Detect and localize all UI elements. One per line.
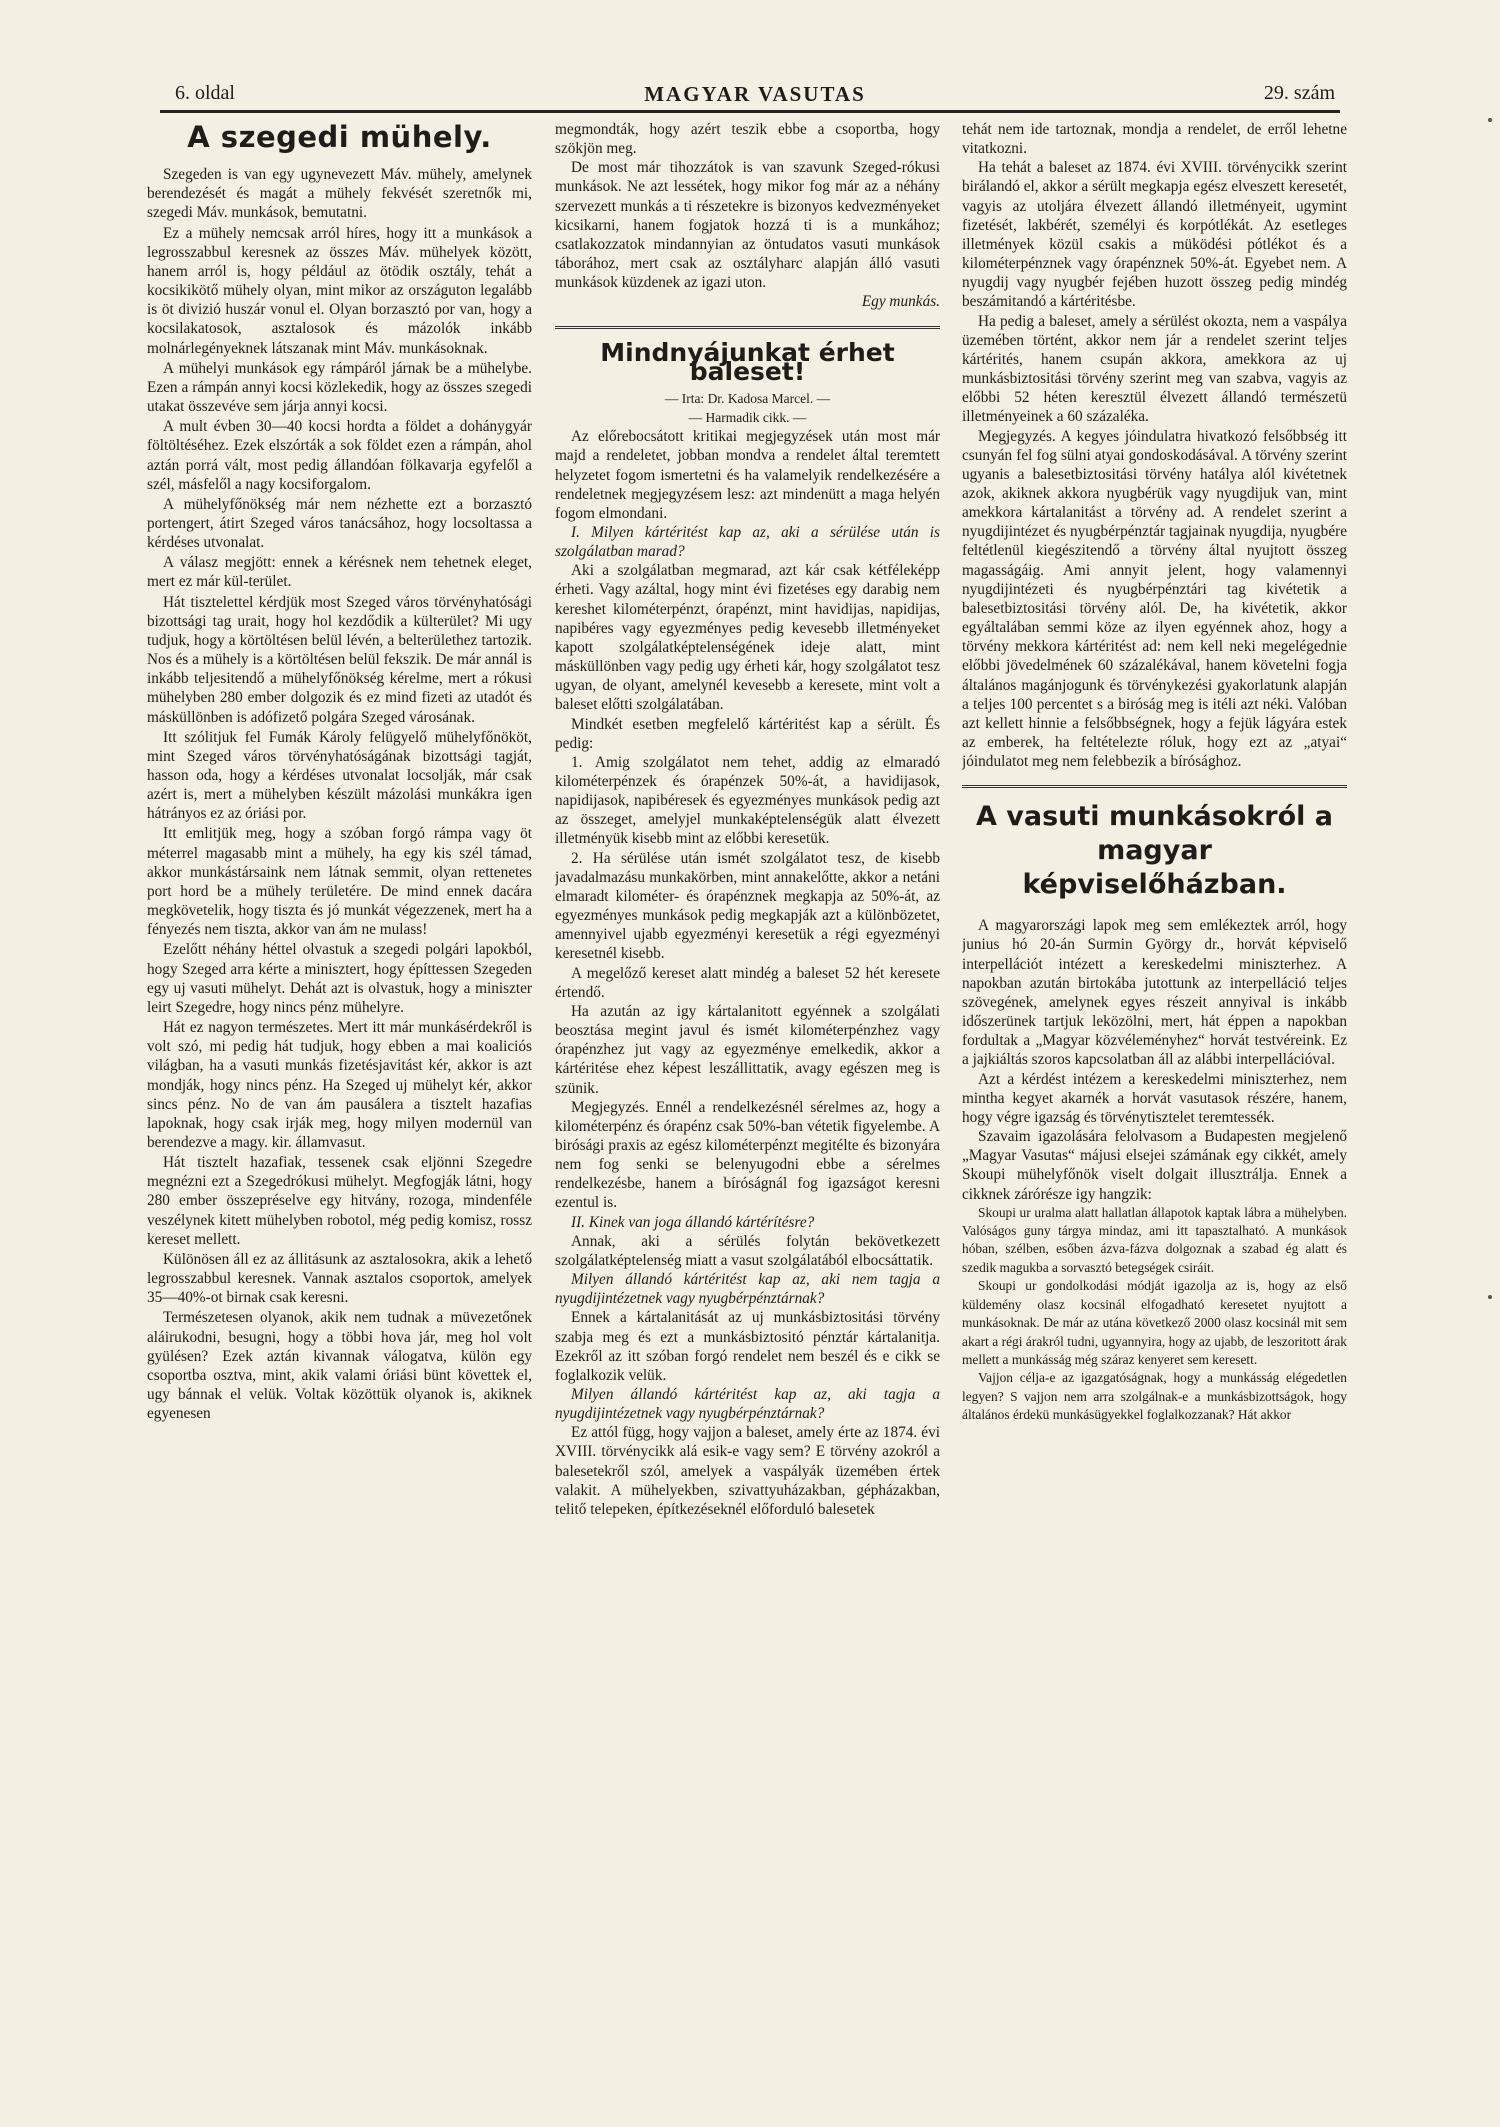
paragraph: A megelőző kereset alatt mindég a baleset 52 hét keresete értendő.: [555, 964, 940, 1001]
paragraph: Ez a mühely nemcsak arról híres, hogy itt a munkások a legrosszabbul keresnek az összes Máv. mühelyek között, hanem arról is, hogy például az ötödik osztály, tehát a kocsikikötő mühely olyan, mint mikor az országuton legalább is öt divizió huszár vonul el. Olyan borzasztó por van, hogy a kocsilakatosok, asztalosok és mázolók inkább molnárlegényeknek látszanak mint Máv. munkásoknak.: [147, 224, 532, 357]
quoted-paragraph: Skoupi ur uralma alatt hallatlan állapotok kaptak lábra a mühelyben. Valóságos guny tárgya mindaz, ami itt tapasztalható. A munkások hóban, szélben, esőben ázva-fázva dolgoznak a szabad ég alatt és szedik magukba a sorvasztó betegségek csiráit.: [962, 1204, 1347, 1275]
paragraph: Azt a kérdést intézem a kereskedelmi miniszterhez, nem mintha kegyet akarnék a horvát vasutasok részére, hanem, hogy végre igazság és törvénytisztelet teremtessék.: [962, 1070, 1347, 1126]
paragraph: Ha pedig a baleset, amely a sérülést okozta, nem a vaspálya üzemében történt, akkor nem jár a rendelet szerint teljes kártérités, hanem csupán akkora, amekkora az uj munkásbiztositási törvény szerint meg van szabva, vagyis az előbbi 52 héten keresztül élvezett állandó természetü illetményeinek a 60 százaléka.: [962, 312, 1347, 426]
page-header: [175, 82, 1335, 112]
article-title-baleset: Mindnyájunkat érhet baleset!: [600, 337, 895, 386]
section-heading: Milyen állandó kártéritést kap az, aki tagja a nyugdijintézetnek vagy nyugbérpénztárnak?: [555, 1386, 940, 1423]
paragraph: De most már tihozzátok is van szavunk Szeged-rókusi munkások. Ne azt lessétek, hogy mikor fog már az a néhány szervezett munkás a ti részetekre is bizonyos kedvezményeket kicsikarni, hanem fogjatok hozzá ti is a munkához; csatlakozzatok mindannyian az öntudatos vasuti munkások táborához, mert csak az osztályharc alapján álló vasuti munkások küzdenek az igazi uton.: [555, 159, 940, 292]
paragraph: 1. Amig szolgálatot nem tehet, addig az elmaradó kilométerpénzek és órapénzek 50%-át, a havidijasok, napidijasok, napibéresek és egyezményes munkások pedig azt az összeget, amelyjel munkaképtelenségük alatt élvezett illetményük kisebb mint az előbbi keresetük.: [555, 753, 940, 848]
paragraph: Mindkét esetben megfelelő kártéritést kap a sérült. És pedig:: [555, 715, 940, 752]
quoted-paragraph: Skoupi ur gondolkodási módját igazolja az is, hogy az első küldeménу olasz kocsinál elfogadható keresetet nyujtott a munkásoknak. De már az utána következő 2000 olasz kocsinál mit sem akart a régi árakról tudni, ugyannyira, hogy az ujabb, de leszoritott árak mellett a munkásság még száraz kenyeret sem keresett.: [962, 1278, 1347, 1367]
paragraph: Ha tehát a baleset az 1874. évi XVIII. törvénycikk szerint birálandó el, akkor a sérült megkapja egész elveszett keresetét, vagyis az utoljára élvezett állandó illetményeit, ugymint fizetését, lakbérét, személyi és korpótlékát. Az esetleges illetmények közül csakis a müködési pótlékot és a kilométerpénznek vagy órapénznek 50%-át. Egyebet nem. A nyugdij vagy nyugbér fejében huzott összeg pedig mindég beszámitandó a kártéritésbe.: [962, 159, 1347, 311]
section-heading: II. Kinek van joga állandó kártérítésre?: [571, 1213, 815, 1231]
paragraph: Megjegyzés. Ennél a rendelkezésnél sérelmes az, hogy a kilométerpénz és órapénz csak 50%-ban vétetik figyelembe. A birósági praxis az egész kilométerpénzt megitélte és bizonyára nem fog senki se belenyugodni ebbe a sérelmes rendelkezésbe, hanem a bíróságnál fog igazságot keresni ezentul is.: [555, 1098, 940, 1212]
paragraph: Hát tisztelettel kérdjük most Szeged város törvényhatósági bizottsági tag urait, hogy hol kezdődik a külterület? Mi ugy tudjuk, hogy a körtöltésen belül lévén, a belterülethez tartozik. Nos és a mühely is a körtöltésen belül fekszik. De már annál is inkább teljesitendő a mühelyfőnökség kérelme, mert a rókusi mühelyben 280 ember dolgozik és ez mind fizeti az utadót és másküllönben is adófizető polgára Szeged városának.: [147, 593, 532, 726]
paragraph: Itt szólitjuk fel Fumák Károly felügyelő mühelyfőnököt, mint Szeged város törvényhatóságának bizottsági tagját, hasson oda, hogy a kérdéses utvonalat locsolják, már csak azért is, mert a mühelyben készült mázolási munkákra igen hátrányos ez az óriási por.: [147, 728, 532, 823]
paper-speck: [1488, 1295, 1492, 1299]
paragraph: Az előrebocsátott kritikai megjegyzések után most már majd a rendeletet, jobban mondva a rendelet által teremtett helyzetet fogom ismertetni és ha valamelyik rendelkezésére a rendeletnek megjegyzésem lesz: azt mindenütt a maga helyén fogom elmondani.: [555, 428, 940, 522]
paragraph-continued: megmondták, hogy azért teszik ebbe a csoportba, hogy szökjön meg.: [555, 121, 940, 158]
paragraph: A mühelyi munkások egy rámpáról járnak be a mühelybe. Ezen a rámpán annyi kocsi közlekedik, hogy az összes szegedi utakat összevéve sem járja annyi kocsi.: [147, 359, 532, 416]
paragraph: Szegeden is van egy ugynevezett Máv. mühely, amelynek berendezését és magát a mühely fekvését szeretnők mi, szegedi Máv. munkások, bemutatni.: [147, 166, 532, 222]
paragraph: A válasz megjött: ennek a kérésnek nem tehetnek eleget, mert ez már kül-terület.: [147, 554, 532, 591]
quoted-paragraph: Vajjon célja-e az igazgatóságnak, hogy a munkásság elégedetlen legyen? S vajjon nem arra szolgálnak-e a munkásbizottságok, hogy általános érdekü munkásügyekkel foglalkozzanak? Hát akkor: [962, 1370, 1347, 1423]
column-1: [147, 120, 532, 2095]
paragraph: Különösen áll ez az állitásunk az asztalosokra, akik a lehető legrosszabbul keresnek. Vannak asztalos csoportok, amelyek 35—40%-ot birnak csak keresni.: [147, 1250, 532, 1307]
article-signature: Egy munkás.: [861, 293, 940, 311]
issue-number: 29. szám: [1263, 82, 1335, 104]
section-heading: Milyen állandó kártéritést kap az, aki nem tagja a nyugdijintézetnek vagy nyugbérpénztárnak?: [555, 1271, 940, 1308]
newspaper-title: MAGYAR VASUTAS: [644, 82, 866, 106]
paragraph: A mühelyfőnökség már nem nézhette ezt a borzasztó portengert, átirt Szeged város tanácsához, hogy locsoltassa a kérdéses utvonalat.: [147, 495, 532, 552]
article-title-szegedi-muhely: A szegedi mühely.: [187, 120, 492, 154]
paragraph: Annak, aki a sérülés folytán bekövetkezett szolgálatképtelenség miatt a vasut szolgálatából elbocsáttatik.: [555, 1232, 940, 1269]
paper-speck: [1488, 118, 1492, 122]
paragraph-continued: tehát nem ide tartoznak, mondja a rendelet, de erről lehetne vitatkozni.: [962, 121, 1347, 158]
article-title-kepviselohaz: A vasuti munkásokról a magyar képviselőházban.: [975, 801, 1334, 901]
section-heading: I. Milyen kártéritést kap az, aki a sérülése után is szolgálatban marad?: [555, 523, 940, 561]
header-rule: [160, 110, 1340, 113]
paragraph: Aki a szolgálatban megmarad, azt kár csak kétféleképp érheti. Vagy azáltal, hogy mint évi fizetéses egy darabig nem kereshet kilométerpénzt, órapénzt, mint havidijas, napidijas, napibéres vagy egyezményes pedig kevesebb illetményeket kapott szolgálatképtelenségének ideje alatt, mint másküllönben vagy pedig ugy érheti kár, hogy szolgálatot tesz ugyan, de olyant, amelynél kevesebb a keresete, mint volt a baleset előtti szolgálatában.: [555, 562, 940, 714]
article-byline: — Irta: Dr. Kadosa Marcel. —: [664, 390, 831, 406]
paragraph: Hát tisztelt hazafiak, tessenek csak eljönni Szegedre megnézni ezt a Szegedrókusi mühelyt. Megfogják látni, hogy 280 ember összepréselve egy hitvány, rozoga, mindenféle veszélynek kitett mühelyben robotol, még pedig komisz, rossz kereset mellett.: [147, 1154, 532, 1248]
column-2: [555, 120, 940, 2075]
column-3: [962, 120, 1347, 2085]
paragraph: Szavaim igazolására felolvasom a Budapesten megjelenő „Magyar Vasutas“ májusi elsejei számának egy cikkét, amely Skoupi mühelyfőnök viselt dolgait illusztrálja. Ennek a cikknek zárórésze igy hangzik:: [962, 1128, 1347, 1203]
paragraph: 2. Ha sérülése után ismét szolgálatot tesz, de kisebb javadalmazásu munkakörben, mint annakelőtte, akkor a netáni elmaradt kilométer- és órapénznek megkapja az 50%-át, az egyezményes munkások pedig megkapják azt a különbözetet, amennyivel ujabb egyezményi keresetük a régi egyezményi keresetnél kisebb.: [555, 849, 940, 963]
page-number: 6. oldal: [175, 82, 235, 104]
paragraph: Ha azután az igy kártalanitott egyénnek a szolgálati beosztása megint javul és ismét kilométerpénzhez vagy órapénzhez jut vagy az egyezménye emelkedik, akkor a kártéritése ehez képest leszállittatik, avagy egészen meg is szünik.: [555, 1002, 940, 1097]
article-divider: [555, 326, 940, 329]
paragraph: A mult évben 30—40 kocsi hordta a földet a dohánygyár föltöltéséhez. Ezek elszórták a sok földet ezen a rámpán, ahol aztán porrá vált, most pedig állandóan fölkavarja egyfelől a szél, másfelől a nagy kocsiforgalom.: [147, 418, 532, 493]
paragraph: Természetesen olyanok, akik nem tudnak a müvezetőnek aláirukodni, besugni, hogy a többi hova jár, meg hol volt gyülésen? Ezek aztán kivannak válogatva, külön egy csoportba osztva, mint, akik valami óriási bünt követtek el, ugy bánnak el velük. Voltak közöttük olyanok is, akiknek egyenesen: [147, 1309, 532, 1423]
paragraph: Itt emlitjük meg, hogy a szóban forgó rámpa vagy öt méterrel magasabb mint a mühely, ha egy kis szél támad, akkor munkástársaink nem látnak semmit, olyan rettenetes port hord be a mühely területére. De mind ennek dacára megkövetelik, hogy tiszta és jó munkát végezzenek, mert ha a fényezés nem tiszta, akkor van ám ne mulass!: [147, 825, 532, 939]
paragraph: Megjegyzés. A kegyes jóindulatra hivatkozó felsőbbség itt csunyán fel fog sülni atyai gondoskodásával. A törvény szerint ugyanis a balesetbiztositási törvény hatálya alól kivétetnek azok, akiknek akkora nyugbérük vagy nyugdijuk van, mint amekkora kártalanitást a törvény ad. A rendelet szerint a nyugdijintézet és nyugbérpénztár tagjainak nyugdija, nyugbére feltétlenül kiegészitendő a törvény által nyujtott összeg magasságáig. Ami annyit jelent, hogy valamennyi nyugdijintézeti és nyugbérpénztári tag kivétetik a balesetbiztositási törvény alól. De, ha kivétetik, akkor egyáltalában semmi köze az ilyen egyénnek ahoz, hogy a törvény mekkora kártéritést ad: nem kell neki megelégednie előbbi jövedelmének 60 százalékával, hanem követelni fogja általános magánjogunk és törvénykezési gyakorlatunk alapján a teljes 100 percentet s a biróság meg is itéli azt néki. Valóban azt kellett hinnie a felsőbbségnek, hogy a fejük lágyára estek az emberek, ha feltételezte róluk, hogy ezt az „atyai“ jóindulatot meg nem felebbezik a bírósághoz.: [962, 427, 1347, 771]
paragraph: Ezelőtt néhány héttel olvastuk a szegedi polgári lapokból, hogy Szeged arra kérte a minisztert, hogy építtessen Szegeden egy uj vasuti mühelyt. Dehát azt is olvastuk, hogy a miniszter leirt Szegedre, hogy nincs pénz mühelyre.: [147, 941, 532, 1016]
article-divider: [962, 785, 1347, 788]
paragraph: Ez attól függ, hogy vajjon a baleset, amely érte az 1874. évi XVIII. törvénycikk alá esik-e vagy sem? E törvény azokról a balesetekről szól, amelyek a vaspályák üzemében értek valakit. A mühelyekben, szivattyuházakban, gépházakban, telitő telepeken, építkezéseknél előforduló balesetek: [555, 1424, 940, 1518]
article-subtitle: — Harmadik cikk. —: [688, 410, 807, 426]
paragraph: A magyarországi lapok meg sem emlékeztek arról, hogy junius hó 20-án Surmin György dr., horvát képviselő interpellációt intézett a kereskedelmi miniszterhez. A napokban azután birtokába jutottunk az interpelláció teljes szövegének, amelynek egyes részeit annyival is inkább időszerünek tartjuk leközölni, mert, hát éppen a napokban fordultak a „Magyar közvéleményhez“ horvát testvéreink. Ez a jajkiáltás szoros kapcsolatban áll az alábbi interpellációval.: [962, 917, 1347, 1069]
paragraph: Hát ez nagyon természetes. Mert itt már munkásérdekről is volt szó, mi pedig hát tudjuk, hogy ebben a mai koaliciós világban, ha a vasuti munkás fizetésjavitást kér, akkor is azt mondják, hogy nincs pénz. Ha Szeged uj mühelyt kér, akkor sincs pénz. No de van ám pausálera a tisztelt hazafias lapoknak, hogy csak irják meg, hogy milyen modernül van berendezve a magy. kir. államvasut.: [147, 1019, 532, 1151]
paragraph: Ennek a kártalanitását az uj munkásbiztositási törvény szabja meg és ezt a munkásbiztositó pénztár kártalanitja. Ezekről az itt szóban forgó rendelet nem beszél és e cikk se foglalkozik velük.: [555, 1309, 940, 1384]
